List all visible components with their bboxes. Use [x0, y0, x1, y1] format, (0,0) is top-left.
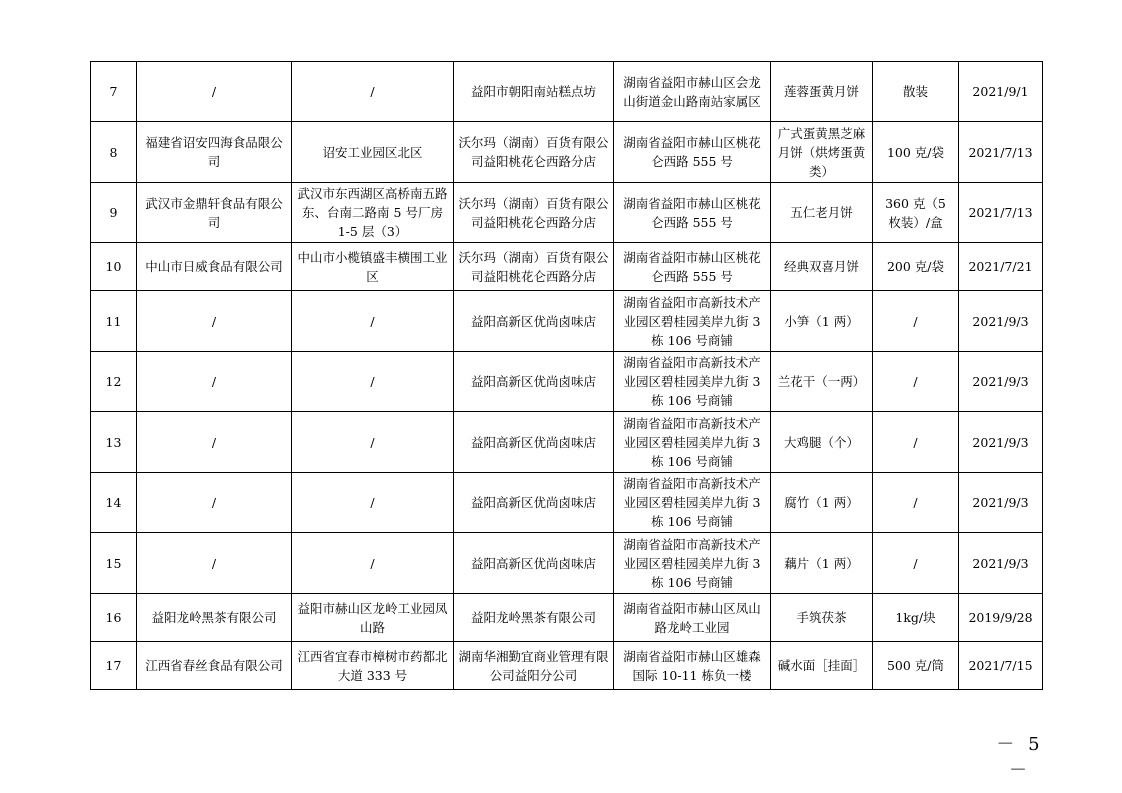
cell-seller: 益阳市朝阳南站糕点坊	[454, 62, 614, 122]
cell-seller-addr: 湖南省益阳市赫山区桃花仑西路 555 号	[614, 243, 771, 291]
cell-producer: /	[137, 352, 292, 412]
cell-product: 五仁老月饼	[771, 183, 873, 243]
cell-producer-addr: /	[292, 533, 454, 594]
table-row	[91, 642, 1043, 690]
cell-date: 2021/7/13	[959, 183, 1043, 243]
cell-seller: 益阳高新区优尚卤味店	[454, 352, 614, 412]
cell-no: 16	[91, 594, 137, 642]
cell-producer: /	[137, 62, 292, 122]
cell-seller-addr: 湖南省益阳市赫山区桃花仑西路 555 号	[614, 122, 771, 183]
cell-producer-addr: 益阳市赫山区龙岭工业园凤山路	[292, 594, 454, 642]
cell-spec: 1kg/块	[873, 594, 959, 642]
cell-seller: 益阳高新区优尚卤味店	[454, 473, 614, 533]
cell-seller: 沃尔玛（湖南）百货有限公司益阳桃花仑西路分店	[454, 122, 614, 183]
cell-producer-addr: /	[292, 352, 454, 412]
cell-seller: 沃尔玛（湖南）百货有限公司益阳桃花仑西路分店	[454, 183, 614, 243]
cell-producer-addr: /	[292, 62, 454, 122]
cell-producer: /	[137, 412, 292, 473]
cell-producer-addr: /	[292, 473, 454, 533]
cell-producer: 福建省诏安四海食品限公司	[137, 122, 292, 183]
cell-producer-addr: 中山市小榄镇盛丰横围工业区	[292, 243, 454, 291]
cell-product: 手筑茯茶	[771, 594, 873, 642]
cell-date: 2021/9/1	[959, 62, 1043, 122]
page-number: － 5 －	[996, 734, 1044, 781]
cell-spec: 500 克/筒	[873, 642, 959, 690]
cell-producer-addr: /	[292, 412, 454, 473]
cell-spec: 200 克/袋	[873, 243, 959, 291]
cell-seller: 益阳高新区优尚卤味店	[454, 533, 614, 594]
cell-producer: /	[137, 533, 292, 594]
cell-product: 腐竹（1 两）	[771, 473, 873, 533]
cell-date: 2019/9/28	[959, 594, 1043, 642]
table-row	[91, 412, 1043, 473]
cell-date: 2021/7/15	[959, 642, 1043, 690]
table-row	[91, 291, 1043, 352]
table-body	[91, 62, 1043, 690]
cell-no: 7	[91, 62, 137, 122]
cell-seller: 益阳高新区优尚卤味店	[454, 412, 614, 473]
table-row	[91, 594, 1043, 642]
cell-no: 14	[91, 473, 137, 533]
cell-spec: /	[873, 473, 959, 533]
cell-no: 13	[91, 412, 137, 473]
cell-seller-addr: 湖南省益阳市赫山区桃花仑西路 555 号	[614, 183, 771, 243]
cell-seller-addr: 湖南省益阳市高新技术产业园区碧桂园美岸九街 3 栋 106 号商铺	[614, 291, 771, 352]
cell-product: 广式蛋黄黑芝麻月饼（烘烤蛋黄类）	[771, 122, 873, 183]
table-row	[91, 243, 1043, 291]
cell-product: 藕片（1 两）	[771, 533, 873, 594]
cell-product: 大鸡腿（个）	[771, 412, 873, 473]
cell-no: 12	[91, 352, 137, 412]
cell-no: 17	[91, 642, 137, 690]
cell-seller: 益阳龙岭黑茶有限公司	[454, 594, 614, 642]
cell-spec: 360 克（5 枚装）/盒	[873, 183, 959, 243]
cell-seller-addr: 湖南省益阳市赫山区凤山路龙岭工业园	[614, 594, 771, 642]
cell-seller: 沃尔玛（湖南）百货有限公司益阳桃花仑西路分店	[454, 243, 614, 291]
cell-producer-addr: 诏安工业园区北区	[292, 122, 454, 183]
cell-date: 2021/9/3	[959, 473, 1043, 533]
cell-producer-addr: 武汉市东西湖区高桥南五路东、台南二路南 5 号厂房 1-5 层（3）	[292, 183, 454, 243]
cell-spec: /	[873, 412, 959, 473]
cell-seller-addr: 湖南省益阳市赫山区会龙山街道金山路南站家属区	[614, 62, 771, 122]
cell-producer: 益阳龙岭黑茶有限公司	[137, 594, 292, 642]
cell-spec: /	[873, 533, 959, 594]
cell-product: 兰花干（一两）	[771, 352, 873, 412]
cell-product: 小笋（1 两）	[771, 291, 873, 352]
cell-spec: 100 克/袋	[873, 122, 959, 183]
cell-seller-addr: 湖南省益阳市高新技术产业园区碧桂园美岸九街 3 栋 106 号商铺	[614, 473, 771, 533]
table-row	[91, 473, 1043, 533]
cell-date: 2021/9/3	[959, 291, 1043, 352]
cell-seller: 湖南华湘勤宜商业管理有限公司益阳分公司	[454, 642, 614, 690]
cell-seller-addr: 湖南省益阳市高新技术产业园区碧桂园美岸九街 3 栋 106 号商铺	[614, 352, 771, 412]
table-row	[91, 122, 1043, 183]
table-row	[91, 183, 1043, 243]
cell-product: 经典双喜月饼	[771, 243, 873, 291]
cell-date: 2021/7/21	[959, 243, 1043, 291]
cell-product: 莲蓉蛋黄月饼	[771, 62, 873, 122]
table-row	[91, 62, 1043, 122]
cell-no: 9	[91, 183, 137, 243]
cell-producer: 江西省春丝食品有限公司	[137, 642, 292, 690]
cell-producer: /	[137, 291, 292, 352]
cell-date: 2021/7/13	[959, 122, 1043, 183]
cell-date: 2021/9/3	[959, 412, 1043, 473]
cell-date: 2021/9/3	[959, 352, 1043, 412]
cell-spec: /	[873, 352, 959, 412]
cell-seller: 益阳高新区优尚卤味店	[454, 291, 614, 352]
cell-no: 8	[91, 122, 137, 183]
cell-date: 2021/9/3	[959, 533, 1043, 594]
cell-producer: /	[137, 473, 292, 533]
cell-no: 11	[91, 291, 137, 352]
cell-seller-addr: 湖南省益阳市高新技术产业园区碧桂园美岸九街 3 栋 106 号商铺	[614, 533, 771, 594]
table-row	[91, 352, 1043, 412]
cell-spec: 散装	[873, 62, 959, 122]
cell-producer-addr: 江西省宜春市樟树市药都北大道 333 号	[292, 642, 454, 690]
cell-spec: /	[873, 291, 959, 352]
cell-producer: 武汉市金鼎轩食品有限公司	[137, 183, 292, 243]
cell-seller-addr: 湖南省益阳市高新技术产业园区碧桂园美岸九街 3 栋 106 号商铺	[614, 412, 771, 473]
cell-product: 碱水面［挂面］	[771, 642, 873, 690]
cell-no: 10	[91, 243, 137, 291]
cell-seller-addr: 湖南省益阳市赫山区雄森国际 10-11 栋负一楼	[614, 642, 771, 690]
cell-producer-addr: /	[292, 291, 454, 352]
cell-no: 15	[91, 533, 137, 594]
cell-producer: 中山市日威食品有限公司	[137, 243, 292, 291]
table-row	[91, 533, 1043, 594]
sample-table	[90, 61, 1043, 690]
